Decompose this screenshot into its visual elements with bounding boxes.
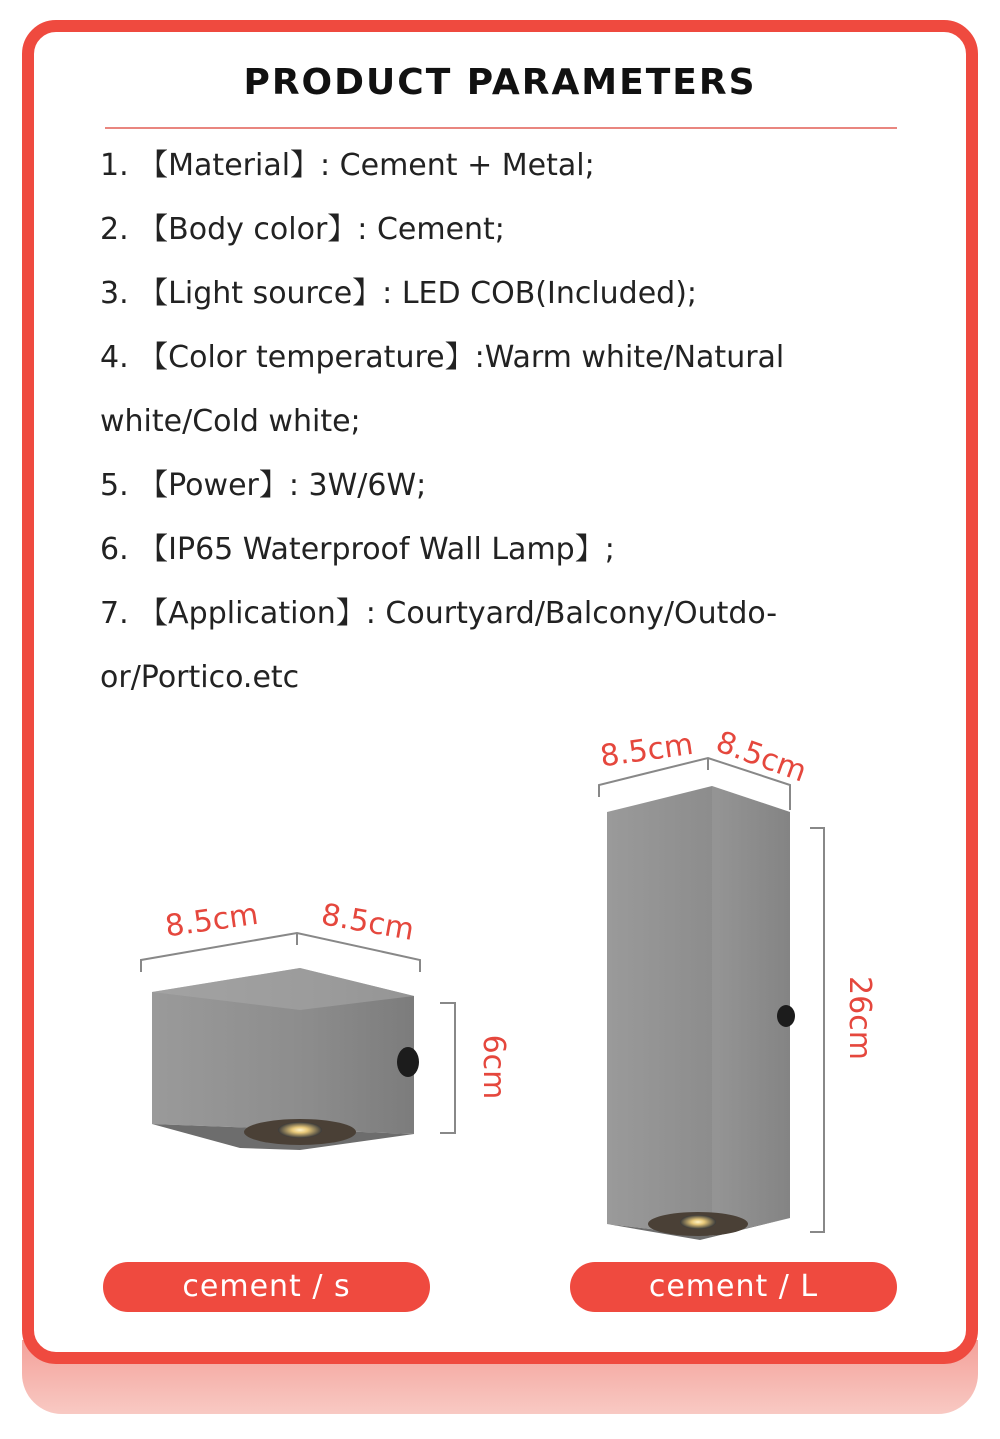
- large-height-bracket: [810, 828, 824, 1232]
- spec-color-temperature: 4. 【Color temperature】:Warm white/Natural: [100, 340, 785, 375]
- variant-small-label: cement / s: [103, 1262, 430, 1312]
- small-width-label: 8.5cm: [162, 896, 261, 945]
- spec-color-temperature-cont: white/Cold white;: [100, 404, 361, 439]
- spec-power: 5. 【Power】: 3W/6W;: [100, 468, 427, 503]
- variant-large-label: cement / L: [570, 1262, 897, 1312]
- small-height-bracket: [440, 1003, 455, 1133]
- large-lamp-light: [680, 1215, 716, 1229]
- small-lamp: [141, 897, 511, 1150]
- small-lamp-light: [278, 1122, 322, 1138]
- small-depth-label: 8.5cm: [318, 897, 417, 948]
- small-height-label: 6cm: [476, 1034, 511, 1100]
- large-width-label: 8.5cm: [597, 726, 696, 775]
- small-lamp-switch: [397, 1047, 419, 1077]
- spec-body-color: 2. 【Body color】: Cement;: [100, 212, 505, 247]
- spec-application: 7. 【Application】: Courtyard/Balcony/Outdo-: [100, 596, 778, 631]
- spec-material: 1. 【Material】: Cement + Metal;: [100, 148, 595, 183]
- spec-application-cont: or/Portico.etc: [100, 660, 300, 695]
- large-height-label: 26cm: [842, 976, 877, 1060]
- page-title: PRODUCT PARAMETERS: [243, 62, 757, 103]
- large-lamp-switch: [777, 1005, 795, 1027]
- spec-waterproof: 6. 【IP65 Waterproof Wall Lamp】;: [100, 532, 615, 567]
- large-depth-label: 8.5cm: [711, 724, 812, 790]
- spec-light-source: 3. 【Light source】: LED COB(Included);: [100, 276, 698, 311]
- large-lamp: [598, 725, 877, 1240]
